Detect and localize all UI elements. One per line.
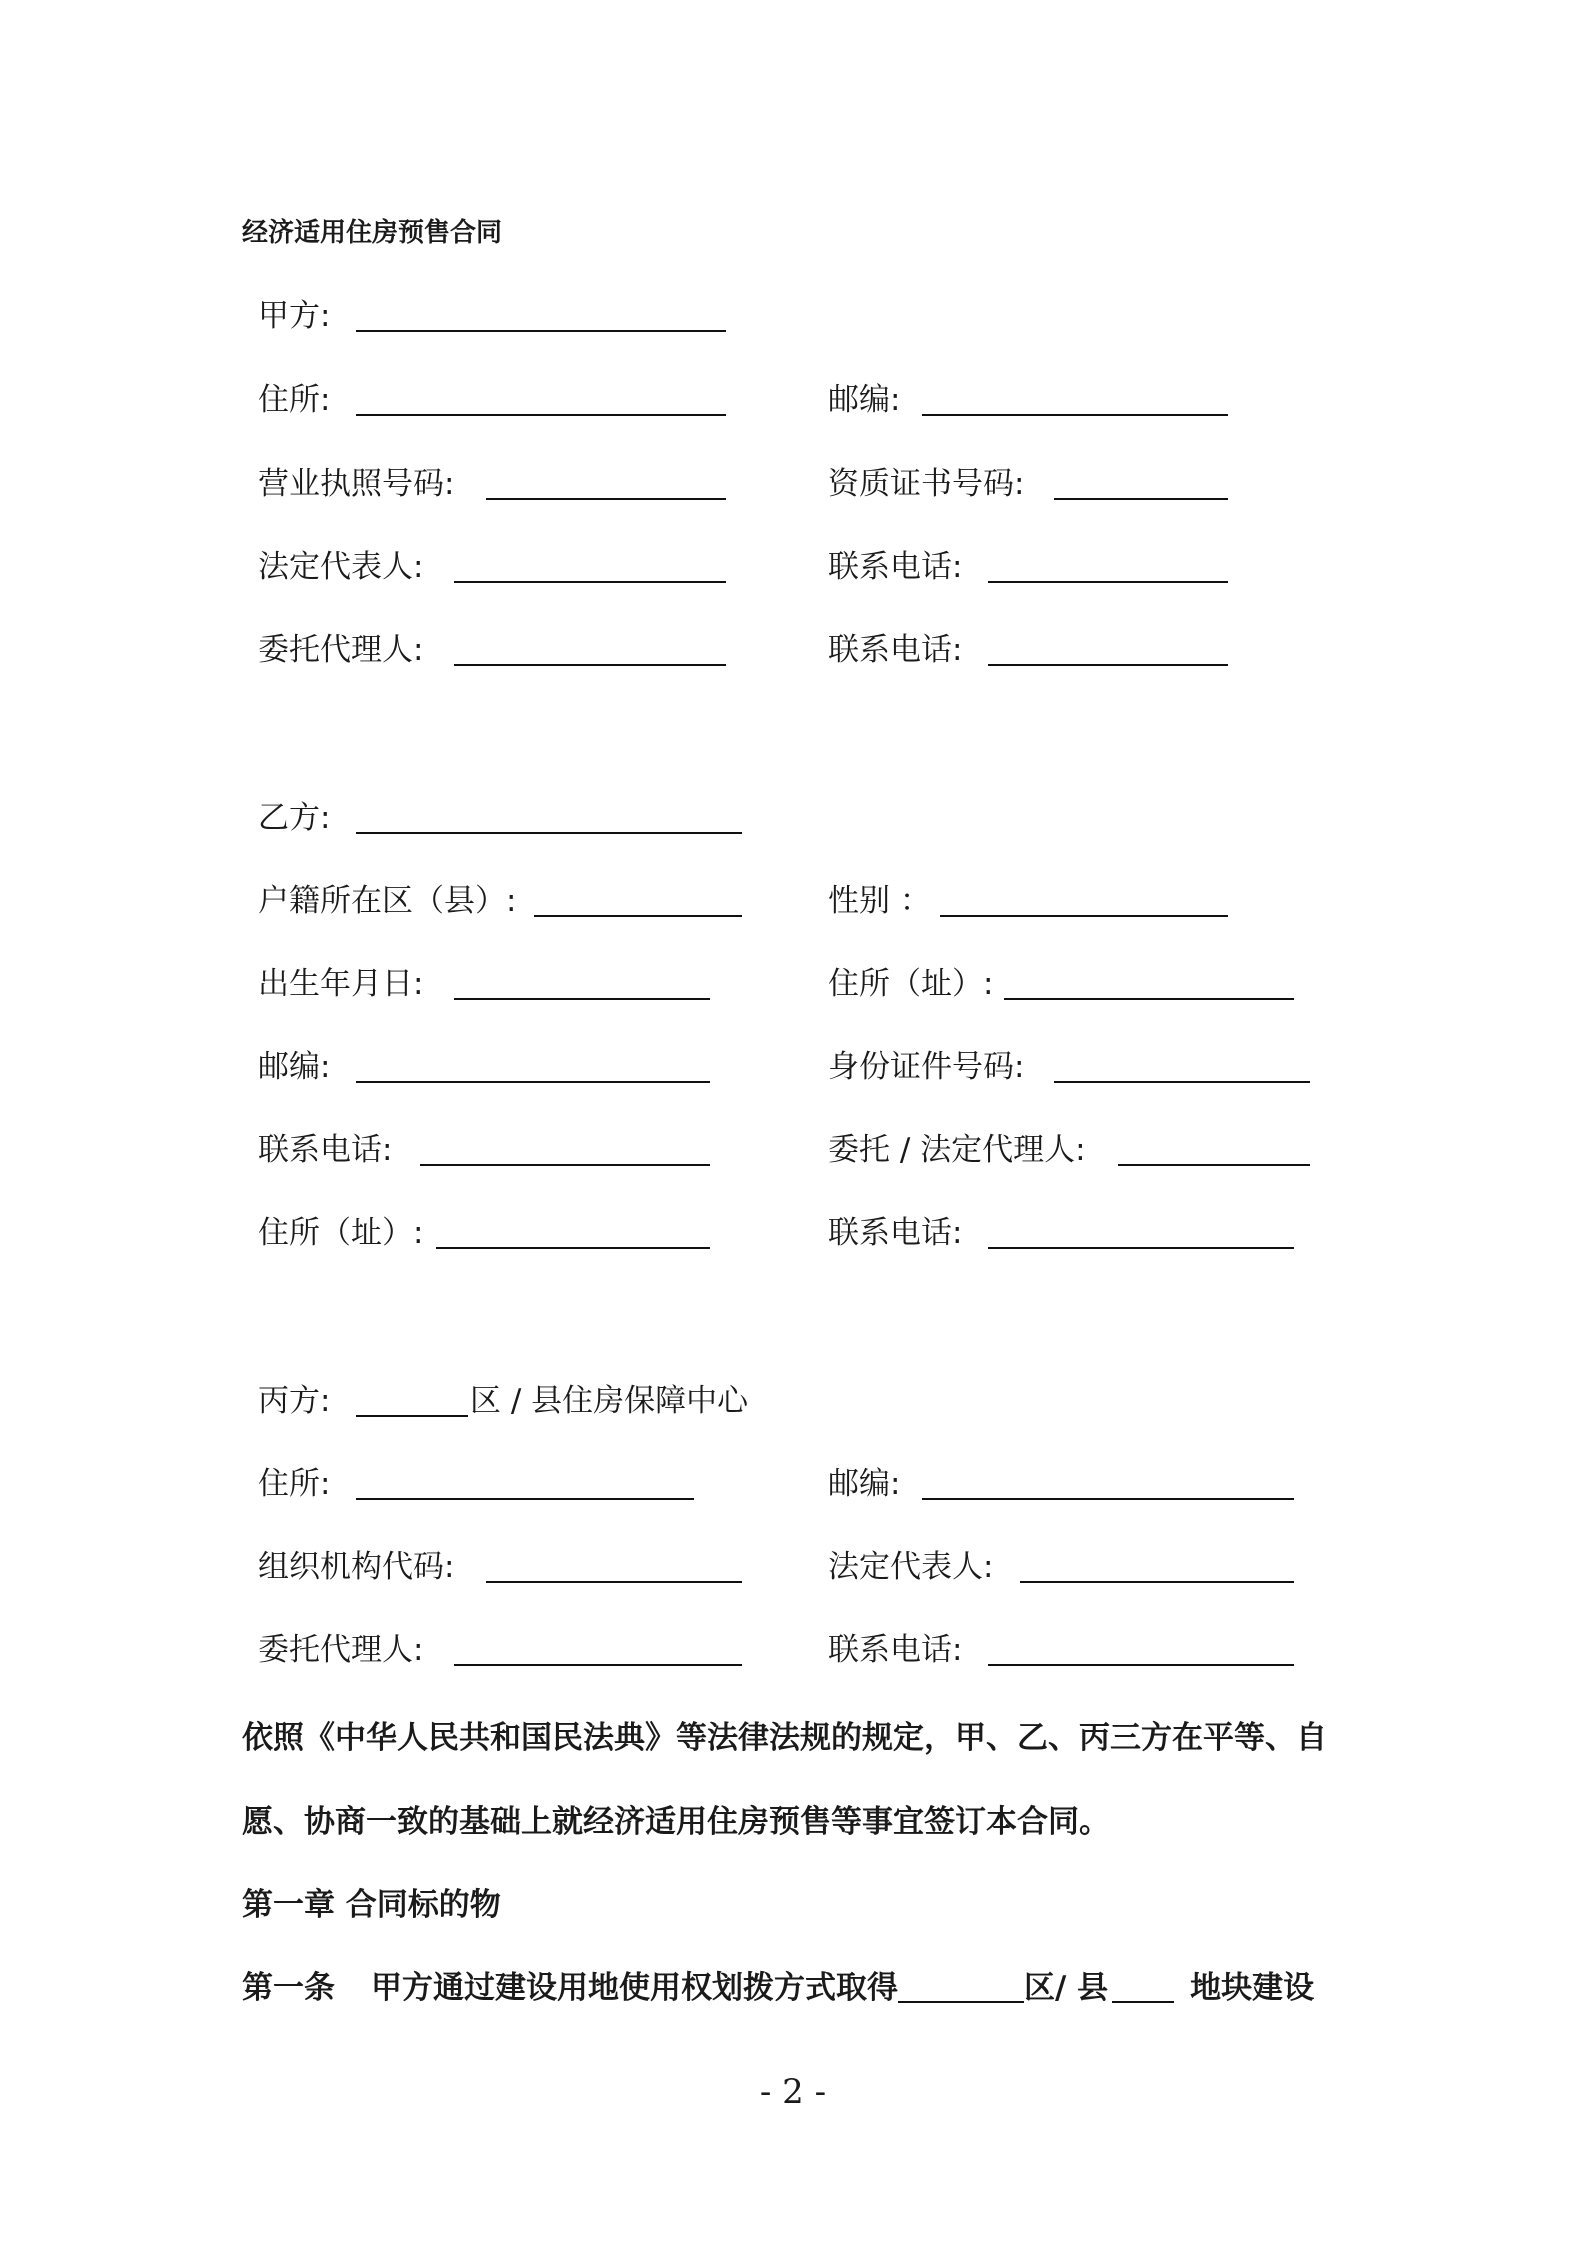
party-b-phone1-blank[interactable] <box>420 1164 710 1166</box>
party-b-phone2-blank[interactable] <box>988 1247 1294 1249</box>
party-a-legal-rep-blank[interactable] <box>454 581 726 583</box>
party-c-phone-field[interactable] <box>828 1630 962 1670</box>
party-b-address1-label: 住所（址）: <box>828 966 994 1002</box>
article-1-text-1: 甲方通过建设用地使用权划拨方式取得 <box>371 1970 898 2006</box>
party-a-legal-rep-field[interactable] <box>258 547 423 587</box>
party-c-name-field[interactable] <box>258 1381 749 1421</box>
party-a-qualification-field[interactable] <box>828 464 1024 504</box>
party-b-name-blank[interactable] <box>356 832 742 834</box>
document-title: 经济适用住房预售合同 <box>242 218 503 248</box>
party-b-gender-blank[interactable] <box>940 915 1228 917</box>
party-a-agent-field[interactable] <box>258 630 423 670</box>
party-a-address-field[interactable] <box>258 380 330 420</box>
party-b-name-field[interactable] <box>258 798 330 838</box>
party-b-phone2-label: 联系电话: <box>828 1215 963 1251</box>
party-b-agent-field[interactable] <box>828 1130 1086 1170</box>
party-b-address1-blank[interactable] <box>1004 998 1294 1000</box>
party-a-qualification-label: 资质证书号码: <box>828 466 1025 502</box>
party-c-org-code-blank[interactable] <box>486 1581 742 1583</box>
party-b-agent-label: 委托 / 法定代理人: <box>828 1132 1086 1168</box>
party-c-name-suffix: 区 / 县住房保障中心 <box>470 1383 749 1419</box>
party-c-name-label: 丙方: <box>258 1383 331 1419</box>
party-a-agent-label: 委托代理人: <box>258 632 424 668</box>
party-a-name-blank[interactable] <box>356 330 726 332</box>
party-c-agent-label: 委托代理人: <box>258 1632 424 1668</box>
party-b-postcode-blank[interactable] <box>356 1081 710 1083</box>
party-a-postcode-blank[interactable] <box>922 414 1228 416</box>
party-b-household-label: 户籍所在区（县）: <box>258 883 517 919</box>
party-a-qualification-blank[interactable] <box>1054 498 1228 500</box>
party-b-postcode-label: 邮编: <box>258 1049 331 1085</box>
party-a-phone1-field[interactable] <box>828 547 962 587</box>
party-b-name-label: 乙方: <box>258 800 331 836</box>
party-c-postcode-label: 邮编: <box>828 1466 901 1502</box>
party-a-address-blank[interactable] <box>356 414 726 416</box>
party-b-address2-label: 住所（址）: <box>258 1215 424 1251</box>
party-c-phone-label: 联系电话: <box>828 1632 963 1668</box>
party-a-license-field[interactable] <box>258 464 454 504</box>
party-a-phone2-field[interactable] <box>828 630 962 670</box>
party-c-legal-rep-blank[interactable] <box>1020 1581 1294 1583</box>
party-c-postcode-field[interactable] <box>828 1464 900 1504</box>
party-c-org-code-field[interactable] <box>258 1547 454 1587</box>
party-b-phone1-label: 联系电话: <box>258 1132 393 1168</box>
party-a-name-field[interactable] <box>258 296 330 336</box>
party-b-address2-field[interactable] <box>258 1213 423 1253</box>
party-b-phone2-field[interactable] <box>828 1213 962 1253</box>
party-b-phone1-field[interactable] <box>258 1130 392 1170</box>
preamble-line-1: 依照《中华人民共和国民法典》等法律法规的规定，甲、乙、丙三方在平等、自 <box>242 1720 1327 1756</box>
party-c-org-code-label: 组织机构代码: <box>258 1549 455 1585</box>
article-1-text-3: 地块建设 <box>1190 1970 1315 2006</box>
party-c-address-blank[interactable] <box>356 1498 694 1500</box>
article-1-label: 第一条 <box>242 1970 335 2006</box>
party-b-postcode-field[interactable] <box>258 1047 330 1087</box>
party-c-legal-rep-field[interactable] <box>828 1547 993 1587</box>
party-c-district-blank[interactable] <box>356 1415 468 1417</box>
party-b-gender-field[interactable] <box>828 881 931 921</box>
party-b-agent-blank[interactable] <box>1118 1164 1310 1166</box>
party-a-postcode-field[interactable] <box>828 380 900 420</box>
chapter-heading: 第一章 合同标的物 <box>242 1887 501 1923</box>
party-a-legal-rep-label: 法定代表人: <box>258 549 424 585</box>
party-b-household-blank[interactable] <box>534 915 742 917</box>
article-1-plot-blank[interactable] <box>1112 1971 1174 2003</box>
party-b-address1-field[interactable] <box>828 964 993 1004</box>
page-number: - 2 - <box>759 2072 827 2112</box>
party-c-phone-blank[interactable] <box>988 1664 1294 1666</box>
party-b-id-blank[interactable] <box>1054 1081 1310 1083</box>
party-a-agent-blank[interactable] <box>454 664 726 666</box>
preamble-line-2: 愿、协商一致的基础上就经济适用住房预售等事宜签订本合同。 <box>242 1804 1110 1840</box>
article-1-district-blank[interactable] <box>898 1971 1024 2003</box>
party-b-birth-label: 出生年月日: <box>258 966 424 1002</box>
party-c-legal-rep-label: 法定代表人: <box>828 1549 994 1585</box>
party-b-birth-field[interactable] <box>258 964 423 1004</box>
party-a-postcode-label: 邮编: <box>828 382 901 418</box>
party-a-phone2-blank[interactable] <box>988 664 1228 666</box>
party-b-address2-blank[interactable] <box>436 1247 710 1249</box>
party-c-address-label: 住所: <box>258 1466 331 1502</box>
article-1-text-2: 区/ 县 <box>1024 1970 1109 2006</box>
party-b-id-field[interactable] <box>828 1047 1024 1087</box>
party-a-license-blank[interactable] <box>486 498 726 500</box>
party-a-phone1-label: 联系电话: <box>828 549 963 585</box>
party-b-gender-label: 性别 ： <box>828 883 931 919</box>
party-b-id-label: 身份证件号码: <box>828 1049 1025 1085</box>
party-b-household-field[interactable] <box>258 881 516 921</box>
party-a-phone2-label: 联系电话: <box>828 632 963 668</box>
party-c-address-field[interactable] <box>258 1464 330 1504</box>
party-b-birth-blank[interactable] <box>454 998 710 1000</box>
party-a-name-label: 甲方: <box>258 298 331 334</box>
party-c-agent-field[interactable] <box>258 1630 423 1670</box>
party-c-postcode-blank[interactable] <box>922 1498 1294 1500</box>
party-a-license-label: 营业执照号码: <box>258 466 455 502</box>
party-a-phone1-blank[interactable] <box>988 581 1228 583</box>
party-a-address-label: 住所: <box>258 382 331 418</box>
party-c-agent-blank[interactable] <box>454 1664 742 1666</box>
article-1 <box>242 1962 1314 2007</box>
